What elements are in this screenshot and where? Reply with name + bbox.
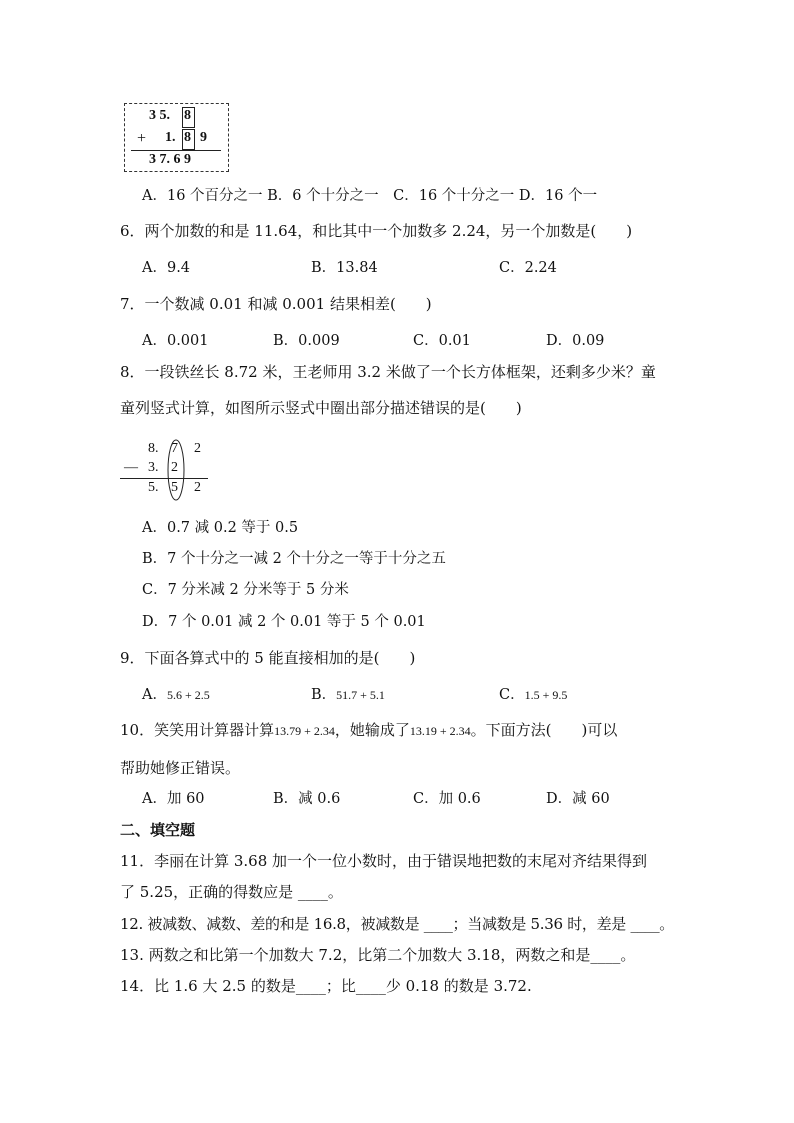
fig2-minus-sign: — bbox=[124, 460, 138, 475]
q13: 13. 两数之和比第一个加数大 7.2，比第二个加数大 3.18，两数之和是____。 bbox=[120, 946, 636, 964]
fig1-row2: 1. bbox=[165, 130, 176, 145]
q10-expr1: 13.79 + 2.34 bbox=[274, 724, 335, 738]
q9-option-a-label: A． bbox=[142, 687, 167, 703]
fig1-row1: 3 5. bbox=[149, 108, 170, 123]
q8-stem-line1: 8．一段铁丝长 8.72 米，王老师用 3.2 米做了一个长方体框架，还剩多少米？童 bbox=[120, 363, 656, 381]
q9-option-c-label: C． bbox=[499, 687, 525, 703]
q9-option-a bbox=[142, 685, 210, 705]
fig2-diff-line bbox=[120, 478, 208, 479]
q10-stem-line2: 帮助她修正错误。 bbox=[120, 759, 241, 777]
q10-option-c: C．加 0.6 bbox=[413, 791, 481, 807]
q5-options: A．16 个百分之一 B．6 个十分之一 C．16 个十分之一 D．16 个一 bbox=[142, 188, 598, 204]
q10-option-b: B．减 0.6 bbox=[273, 791, 341, 807]
fig2-r3a: 5. bbox=[148, 480, 159, 495]
fig1-row3: 3 7. 6 9 bbox=[149, 152, 191, 167]
fig2-r2b: 2 bbox=[171, 460, 178, 475]
q6-option-c: C．2.24 bbox=[499, 260, 557, 276]
fig1-row2-boxed-digit: 8 bbox=[184, 130, 191, 145]
q6-option-b: B．13.84 bbox=[311, 260, 378, 276]
q12: 12. 被减数、减数、差的和是 16.8，被减数是 ____；当减数是 5.36 时，差是 ____。 bbox=[120, 915, 674, 933]
fig2-r3b: 5 bbox=[171, 480, 178, 495]
q9-option-a-expr: 5.6 + 2.5 bbox=[166, 688, 210, 702]
q8-option-a: A．0.7 减 0.2 等于 0.5 bbox=[142, 520, 299, 536]
section-heading-fill-blank: 二、填空题 bbox=[120, 821, 196, 839]
q8-stem-line2: 童列竖式计算，如图所示竖式中圈出部分描述错误的是( ) bbox=[120, 399, 522, 417]
q8-option-b: B．7 个十分之一减 2 个十分之一等于十分之五 bbox=[142, 551, 446, 567]
q6-stem: 6．两个加数的和是 11.64，和比其中一个加数多 2.24，另一个加数是( ) bbox=[120, 222, 633, 240]
q10-expr2: 13.19 + 2.34 bbox=[409, 724, 471, 738]
vertical-addition-figure bbox=[124, 103, 229, 172]
fig2-r1b: 7 bbox=[171, 441, 178, 456]
fig2-circle-highlight bbox=[166, 438, 186, 502]
q6-option-a: A．9.4 bbox=[142, 260, 191, 276]
q8-option-d: D．7 个 0.01 减 2 个 0.01 等于 5 个 0.01 bbox=[142, 614, 426, 630]
q10-stem-pre: 10．笑笑用计算器计算 bbox=[120, 721, 275, 739]
q9-option-c-expr: 1.5 + 9.5 bbox=[524, 688, 568, 702]
q7-option-d: D．0.09 bbox=[546, 333, 605, 349]
q10-option-d: D．减 60 bbox=[546, 791, 610, 807]
q14: 14．比 1.6 大 2.5 的数是____；比____少 0.18 的数是 3.72. bbox=[120, 977, 532, 995]
fig1-plus-sign: + bbox=[137, 130, 147, 147]
q9-option-b-expr: 51.7 + 5.1 bbox=[336, 688, 385, 702]
q9-option-c bbox=[499, 685, 567, 705]
q9-option-b-label: B． bbox=[311, 687, 337, 703]
q9-option-b bbox=[311, 685, 385, 705]
fig2-r3c: 2 bbox=[194, 480, 201, 495]
q10-stem-line1 bbox=[120, 720, 617, 741]
fig2-r1a: 8. bbox=[148, 441, 159, 456]
q10-stem-mid: ，她输成了 bbox=[334, 721, 410, 739]
q7-option-a: A．0.001 bbox=[142, 333, 209, 349]
fig2-r1c: 2 bbox=[194, 441, 201, 456]
fig2-r2a: 3. bbox=[148, 460, 159, 475]
q7-option-c: C．0.01 bbox=[413, 333, 471, 349]
fig1-sum-line bbox=[131, 150, 221, 151]
q10-stem-post: 。下面方法( )可以 bbox=[470, 721, 618, 739]
q10-option-a: A．加 60 bbox=[142, 791, 205, 807]
q9-stem: 9．下面各算式中的 5 能直接相加的是( ) bbox=[120, 649, 416, 667]
q11-line1: 11．李丽在计算 3.68 加一个一位小数时，由于错误地把数的末尾对齐结果得到 bbox=[120, 852, 648, 870]
q11-line2: 了 5.25，正确的得数应是 ____。 bbox=[120, 883, 343, 901]
q7-stem: 7．一个数减 0.01 和减 0.001 结果相差( ) bbox=[120, 295, 432, 313]
q7-option-b: B．0.009 bbox=[273, 333, 340, 349]
vertical-subtraction-figure bbox=[118, 438, 218, 500]
fig1-row1-boxed-digit: 8 bbox=[184, 108, 191, 123]
q8-option-c: C．7 分米减 2 分米等于 5 分米 bbox=[142, 582, 349, 598]
fig1-row2-tail: 9 bbox=[200, 130, 207, 145]
